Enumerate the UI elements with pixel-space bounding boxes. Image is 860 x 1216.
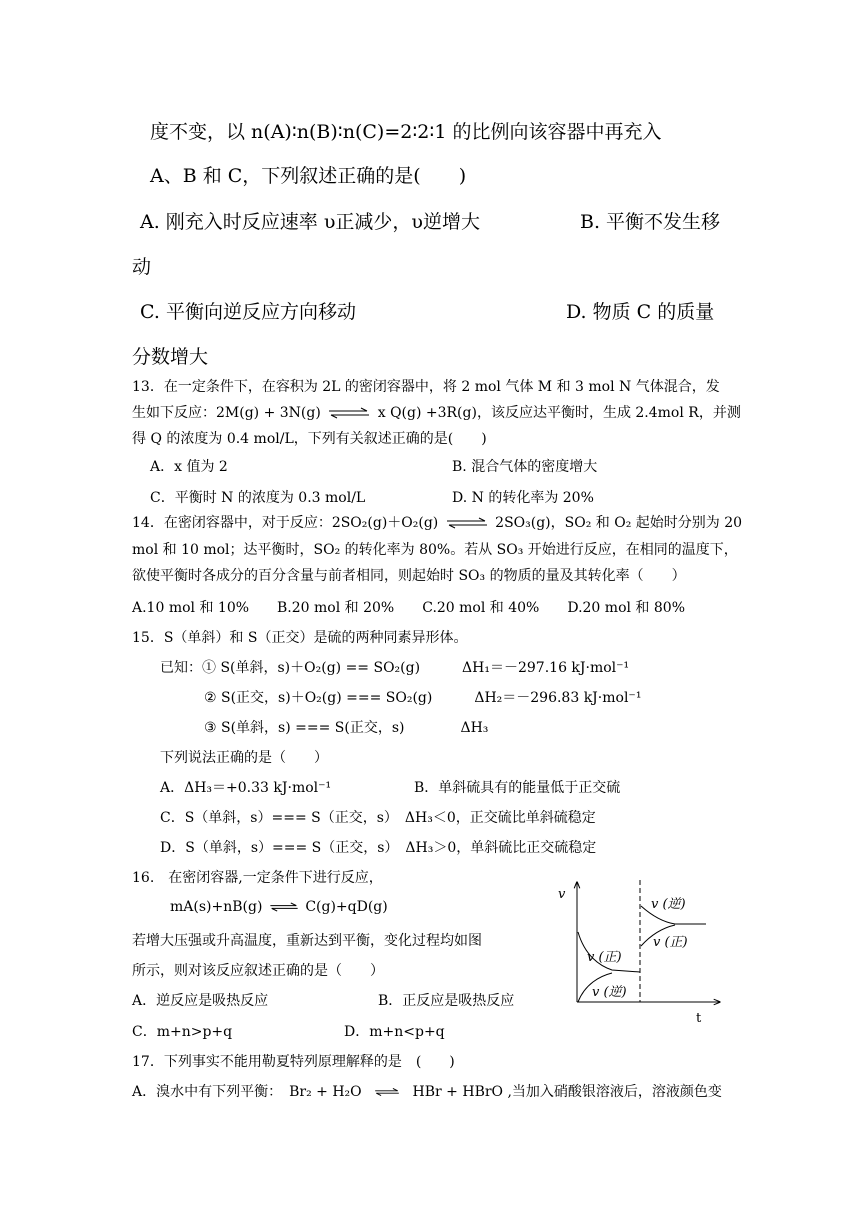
q16-line2-right: C(g)+qD(g) xyxy=(305,899,388,915)
q12-option-d-cont: 分数增大 xyxy=(132,346,209,368)
label-forward-right: v (正) xyxy=(653,935,688,950)
q17-line2 xyxy=(132,1081,722,1101)
q13-line1: 13．在一定条件下，在容积为 2L 的密闭容器中，将 2 mol 气体 M 和 3 mol N 气体混合，发 xyxy=(132,379,720,395)
equilibrium-arrow-icon xyxy=(327,407,371,419)
label-forward-left: v (正) xyxy=(587,950,622,965)
q15-ask: 下列说法正确的是（ ） xyxy=(160,750,328,766)
q14-line3: 欲使平衡时各成分的百分含量与前者相同，则起始时 SO₃ 的物质的量及其转化率（ ） xyxy=(132,568,686,584)
equilibrium-arrow-icon xyxy=(445,517,489,529)
q12-line2: A、B 和 C，下列叙述正确的是( ) xyxy=(150,165,467,187)
q13-line2 xyxy=(132,402,741,422)
q13-line3: 得 Q 的浓度为 0.4 mol/L，下列有关叙述正确的是( ) xyxy=(132,431,487,447)
label-reverse-right: v (逆) xyxy=(651,897,686,912)
q14-line1 xyxy=(132,512,742,532)
q15-option-d: D．S（单斜，s）=== S（正交，s） ΔH₃＞0，单斜硫比正交硫稳定 xyxy=(160,840,597,856)
q17-line2-left: A．溴水中有下列平衡： Br₂ + H₂O xyxy=(132,1084,362,1100)
q16-line1: 16. 在密闭容器,一定条件下进行反应， xyxy=(132,870,383,886)
q13-option-d: D. N 的转化率为 20% xyxy=(452,490,594,506)
q15-option-a: A．ΔH₃＝+0.33 kJ·mol⁻¹ xyxy=(160,780,332,796)
label-reverse-left: v (逆) xyxy=(592,985,627,1000)
equilibrium-arrow-icon xyxy=(269,901,299,913)
q16-option-b: B．正反应是吸热反应 xyxy=(378,993,515,1009)
q15-known2: ② S(正交，s)＋O₂(g) === SO₂(g) ΔH₂＝－296.83 kJ·mol⁻¹ xyxy=(204,690,642,706)
q15-known1: 已知：① S(单斜，s)＋O₂(g) == SO₂(g) ΔH₁＝－297.16 kJ·mol⁻¹ xyxy=(160,660,630,676)
q13-line2-right: x Q(g) +3R(g)，该反应达平衡时，生成 2.4mol R，并测 xyxy=(377,405,741,421)
q12-option-b: B. 平衡不发生移 xyxy=(580,211,721,233)
q12-option-a: A. 刚充入时反应速率 υ正减少，υ逆增大 xyxy=(140,211,480,233)
q13-option-a: A．x 值为 2 xyxy=(150,459,228,475)
q14-line1-right: 2SO₃(g)，SO₂ 和 O₂ 起始时分别为 20 xyxy=(495,515,743,531)
q16-option-a: A．逆反应是吸热反应 xyxy=(132,993,269,1009)
q13-line2-left: 生如下反应：2M(g) + 3N(g) xyxy=(132,405,321,421)
q16-option-c: C．m+n>p+q xyxy=(132,1024,233,1040)
q16-line3: 若增大压强或升高温度，重新达到平衡，变化过程均如图 xyxy=(132,933,482,949)
q14-line1-left: 14．在密闭容器中，对于反应：2SO₂(g)＋O₂(g) xyxy=(132,515,439,531)
q13-option-b: B. 混合气体的密度增大 xyxy=(452,459,598,475)
q17-line1: 17．下列事实不能用勒夏特列原理解释的是 ( ) xyxy=(132,1054,455,1070)
q12-option-b-cont: 动 xyxy=(132,256,152,278)
rate-time-graph xyxy=(550,876,730,1026)
x-axis-label: t xyxy=(696,1011,702,1026)
q14-options: A.10 mol 和 10% B.20 mol 和 20% C.20 mol 和 40% D.20 mol 和 80% xyxy=(132,600,685,616)
q15-known3: ③ S(单斜，s) === S(正交，s) ΔH₃ xyxy=(204,720,489,736)
q16-line4: 所示，则对该反应叙述正确的是（ ） xyxy=(132,963,384,979)
q15-option-c: C．S（单斜，s）=== S（正交，s） ΔH₃＜0，正交硫比单斜硫稳定 xyxy=(160,810,596,826)
q15-option-b: B．单斜硫具有的能量低于正交硫 xyxy=(414,780,621,796)
equilibrium-arrow-icon xyxy=(374,1086,400,1098)
q14-line2: mol 和 10 mol；达平衡时，SO₂ 的转化率为 80%。若从 SO₃ 开始进行反应，在相同的温度下， xyxy=(132,542,738,558)
q12-option-d: D. 物质 C 的质量 xyxy=(566,301,715,323)
q13-option-c: C．平衡时 N 的浓度为 0.3 mol/L xyxy=(150,490,366,506)
q16-line2-left: mA(s)+nB(g) xyxy=(170,899,263,915)
q12-line1: 度不变，以 n(A)∶n(B)∶n(C)=2∶2∶1 的比例向该容器中再充入 xyxy=(150,121,662,143)
q16-option-d: D．m+n<p+q xyxy=(344,1024,445,1040)
q15-line1: 15．S（单斜）和 S（正交）是硫的两种同素异形体。 xyxy=(132,630,468,646)
q17-line2-right: HBr + HBrO ,当加入硝酸银溶液后，溶液颜色变 xyxy=(412,1084,722,1100)
q16-line2 xyxy=(170,899,388,915)
y-axis-label: v xyxy=(558,887,566,902)
q12-option-c: C. 平衡向逆反应方向移动 xyxy=(140,301,356,323)
